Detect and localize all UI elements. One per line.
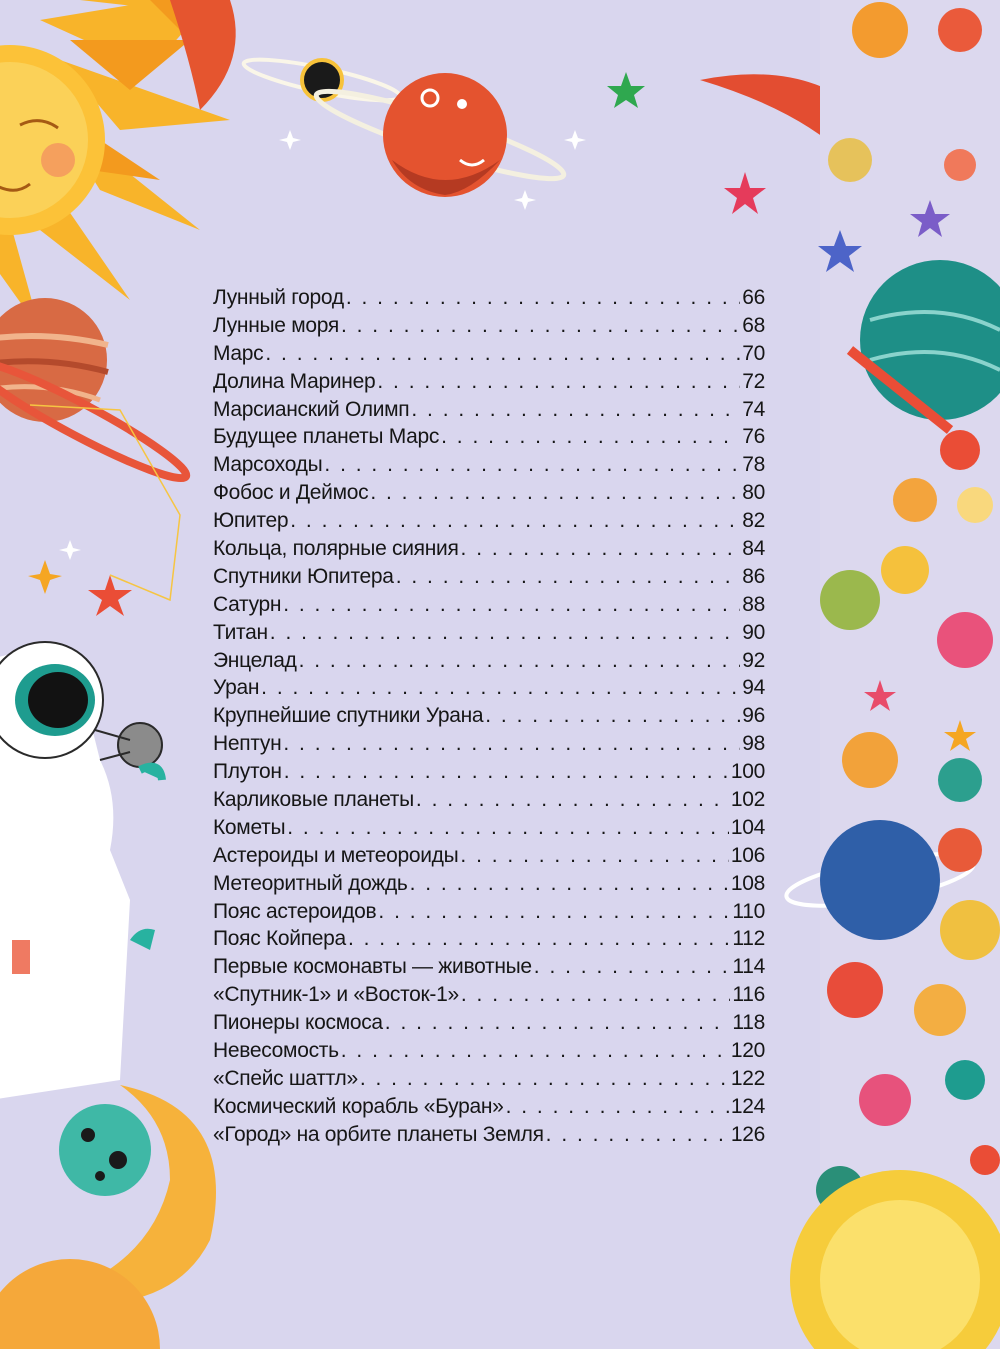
toc-leader-dots bbox=[283, 732, 740, 756]
toc-entry[interactable] bbox=[213, 1095, 765, 1123]
toc-entry-title: Невесомость bbox=[213, 1039, 339, 1063]
toc-entry[interactable] bbox=[213, 872, 765, 900]
toc-entry-page: 70 bbox=[742, 341, 765, 365]
toc-entry-page: 86 bbox=[742, 564, 765, 588]
toc-entry-title: Пояс Койпера bbox=[213, 927, 346, 951]
toc-entry[interactable] bbox=[213, 370, 765, 398]
toc-entry-title: «Город» на орбите планеты Земля bbox=[213, 1122, 544, 1146]
toc-entry[interactable] bbox=[213, 955, 765, 983]
moon-crescent-illustration bbox=[0, 1085, 216, 1349]
toc-entry-page: 82 bbox=[742, 509, 765, 533]
toc-entry[interactable] bbox=[213, 621, 765, 649]
toc-entry-page: 78 bbox=[742, 453, 765, 477]
toc-entry[interactable] bbox=[213, 1123, 765, 1151]
toc-entry-page: 122 bbox=[730, 1066, 765, 1090]
toc-entry[interactable] bbox=[213, 565, 765, 593]
toc-entry[interactable] bbox=[213, 649, 765, 677]
toc-entry[interactable] bbox=[213, 1039, 765, 1067]
toc-entry-title: Пионеры космоса bbox=[213, 1011, 383, 1035]
toc-entry-title: Крупнейшие спутники Урана bbox=[213, 704, 484, 728]
toc-entry-title: Титан bbox=[213, 620, 268, 644]
toc-leader-dots bbox=[283, 593, 740, 617]
toc-entry-title: Будущее планеты Марс bbox=[213, 425, 440, 449]
toc-leader-dots bbox=[324, 453, 740, 477]
toc-entry[interactable] bbox=[213, 788, 765, 816]
toc-entry[interactable] bbox=[213, 676, 765, 704]
toc-leader-dots bbox=[485, 704, 740, 728]
toc-entry[interactable] bbox=[213, 509, 765, 537]
toc-entry-page: 102 bbox=[730, 788, 765, 812]
toc-leader-dots bbox=[441, 425, 740, 449]
toc-entry[interactable] bbox=[213, 816, 765, 844]
toc-entry-title: Первые космонавты — животные bbox=[213, 955, 532, 979]
planet-border-illustration bbox=[783, 0, 1000, 1349]
toc-entry-title: Марс bbox=[213, 341, 264, 365]
toc-leader-dots bbox=[411, 398, 740, 422]
toc-entry[interactable] bbox=[213, 983, 765, 1011]
table-of-contents bbox=[213, 286, 765, 1151]
toc-leader-dots bbox=[265, 342, 740, 366]
toc-leader-dots bbox=[284, 760, 729, 784]
toc-entry-title: Лунный город bbox=[213, 286, 344, 309]
toc-leader-dots bbox=[348, 927, 730, 951]
toc-leader-dots bbox=[290, 509, 740, 533]
toc-entry-title: Юпитер bbox=[213, 509, 289, 533]
toc-entry[interactable] bbox=[213, 593, 765, 621]
toc-entry-title: Уран bbox=[213, 676, 260, 700]
toc-entry-title: Пояс астероидов bbox=[213, 899, 377, 923]
toc-entry-page: 84 bbox=[742, 537, 765, 561]
toc-entry-page: 96 bbox=[742, 704, 765, 728]
toc-leader-dots bbox=[346, 286, 740, 310]
toc-entry-page: 110 bbox=[732, 899, 765, 923]
toc-entry-page: 68 bbox=[742, 313, 765, 337]
toc-entry-page: 118 bbox=[732, 1011, 765, 1035]
toc-entry-title: Энцелад bbox=[213, 648, 297, 672]
toc-entry-title: Космический корабль «Буран» bbox=[213, 1094, 504, 1118]
toc-entry[interactable] bbox=[213, 286, 765, 314]
toc-leader-dots bbox=[299, 649, 741, 673]
toc-leader-dots bbox=[461, 537, 741, 561]
astronaut-illustration bbox=[0, 642, 162, 1100]
toc-entry-page: 100 bbox=[730, 760, 765, 784]
toc-entry-page: 72 bbox=[742, 369, 765, 393]
toc-leader-dots bbox=[396, 565, 741, 589]
toc-entry-page: 76 bbox=[742, 425, 765, 449]
toc-entry-page: 112 bbox=[732, 927, 765, 951]
toc-entry-title: Плутон bbox=[213, 760, 282, 784]
toc-leader-dots bbox=[385, 1011, 731, 1035]
toc-entry-page: 92 bbox=[742, 648, 765, 672]
toc-entry[interactable] bbox=[213, 425, 765, 453]
toc-entry-page: 94 bbox=[742, 676, 765, 700]
toc-leader-dots bbox=[341, 1039, 729, 1063]
toc-entry-title: Марсианский Олимп bbox=[213, 397, 410, 421]
toc-entry-title: Кольца, полярные сияния bbox=[213, 537, 459, 561]
toc-leader-dots bbox=[378, 900, 730, 924]
toc-entry-title: Долина Маринер bbox=[213, 369, 376, 393]
toc-entry-title: Астероиды и метеороиды bbox=[213, 843, 459, 867]
toc-entry-page: 66 bbox=[742, 286, 765, 309]
toc-entry-title: Метеоритный дождь bbox=[213, 871, 408, 895]
toc-leader-dots bbox=[410, 872, 729, 896]
toc-leader-dots bbox=[460, 844, 728, 868]
toc-entry-title: «Спейс шаттл» bbox=[213, 1066, 358, 1090]
toc-entry[interactable] bbox=[213, 453, 765, 481]
toc-entry[interactable] bbox=[213, 1067, 765, 1095]
toc-entry-page: 116 bbox=[732, 983, 765, 1007]
toc-entry-page: 90 bbox=[742, 620, 765, 644]
toc-entry[interactable] bbox=[213, 481, 765, 509]
toc-entry-page: 80 bbox=[742, 481, 765, 505]
toc-entry-title: Фобос и Деймос bbox=[213, 481, 369, 505]
toc-leader-dots bbox=[461, 983, 731, 1007]
toc-leader-dots bbox=[360, 1067, 729, 1091]
toc-leader-dots bbox=[270, 621, 740, 645]
toc-leader-dots bbox=[261, 676, 740, 700]
toc-leader-dots bbox=[341, 314, 740, 338]
toc-entry-title: «Спутник-1» и «Восток-1» bbox=[213, 983, 459, 1007]
toc-entry-title: Сатурн bbox=[213, 592, 282, 616]
mars-planet-illustration bbox=[311, 73, 569, 197]
toc-leader-dots bbox=[287, 816, 729, 840]
toc-entry-title: Карликовые планеты bbox=[213, 788, 414, 812]
toc-entry-title: Спутники Юпитера bbox=[213, 564, 394, 588]
toc-entry[interactable] bbox=[213, 704, 765, 732]
toc-entry[interactable] bbox=[213, 760, 765, 788]
toc-entry-page: 88 bbox=[742, 592, 765, 616]
toc-leader-dots bbox=[546, 1123, 729, 1147]
toc-entry[interactable] bbox=[213, 844, 765, 872]
comet-illustration bbox=[170, 0, 236, 110]
toc-entry[interactable] bbox=[213, 732, 765, 760]
toc-entry-page: 106 bbox=[730, 843, 765, 867]
toc-entry-title: Лунные моря bbox=[213, 313, 339, 337]
toc-entry-page: 124 bbox=[730, 1094, 765, 1118]
toc-entry-title: Нептун bbox=[213, 732, 282, 756]
toc-entry[interactable] bbox=[213, 398, 765, 426]
toc-entry[interactable] bbox=[213, 537, 765, 565]
toc-leader-dots bbox=[416, 788, 729, 812]
toc-entry-page: 98 bbox=[742, 732, 765, 756]
toc-entry-title: Марсоходы bbox=[213, 453, 323, 477]
toc-entry-page: 114 bbox=[732, 955, 765, 979]
toc-leader-dots bbox=[377, 370, 740, 394]
toc-entry-page: 120 bbox=[730, 1039, 765, 1063]
toc-entry[interactable] bbox=[213, 314, 765, 342]
toc-entry-page: 108 bbox=[730, 871, 765, 895]
toc-entry-page: 74 bbox=[742, 397, 765, 421]
toc-entry-page: 104 bbox=[730, 815, 765, 839]
toc-entry[interactable] bbox=[213, 342, 765, 370]
toc-entry-page: 126 bbox=[730, 1122, 765, 1146]
saturn-planet-illustration bbox=[0, 298, 193, 600]
toc-leader-dots bbox=[370, 481, 740, 505]
toc-leader-dots bbox=[506, 1095, 729, 1119]
toc-entry[interactable] bbox=[213, 900, 765, 928]
toc-entry-title: Кометы bbox=[213, 815, 286, 839]
toc-leader-dots bbox=[534, 955, 731, 979]
toc-entry[interactable] bbox=[213, 927, 765, 955]
toc-entry[interactable] bbox=[213, 1011, 765, 1039]
